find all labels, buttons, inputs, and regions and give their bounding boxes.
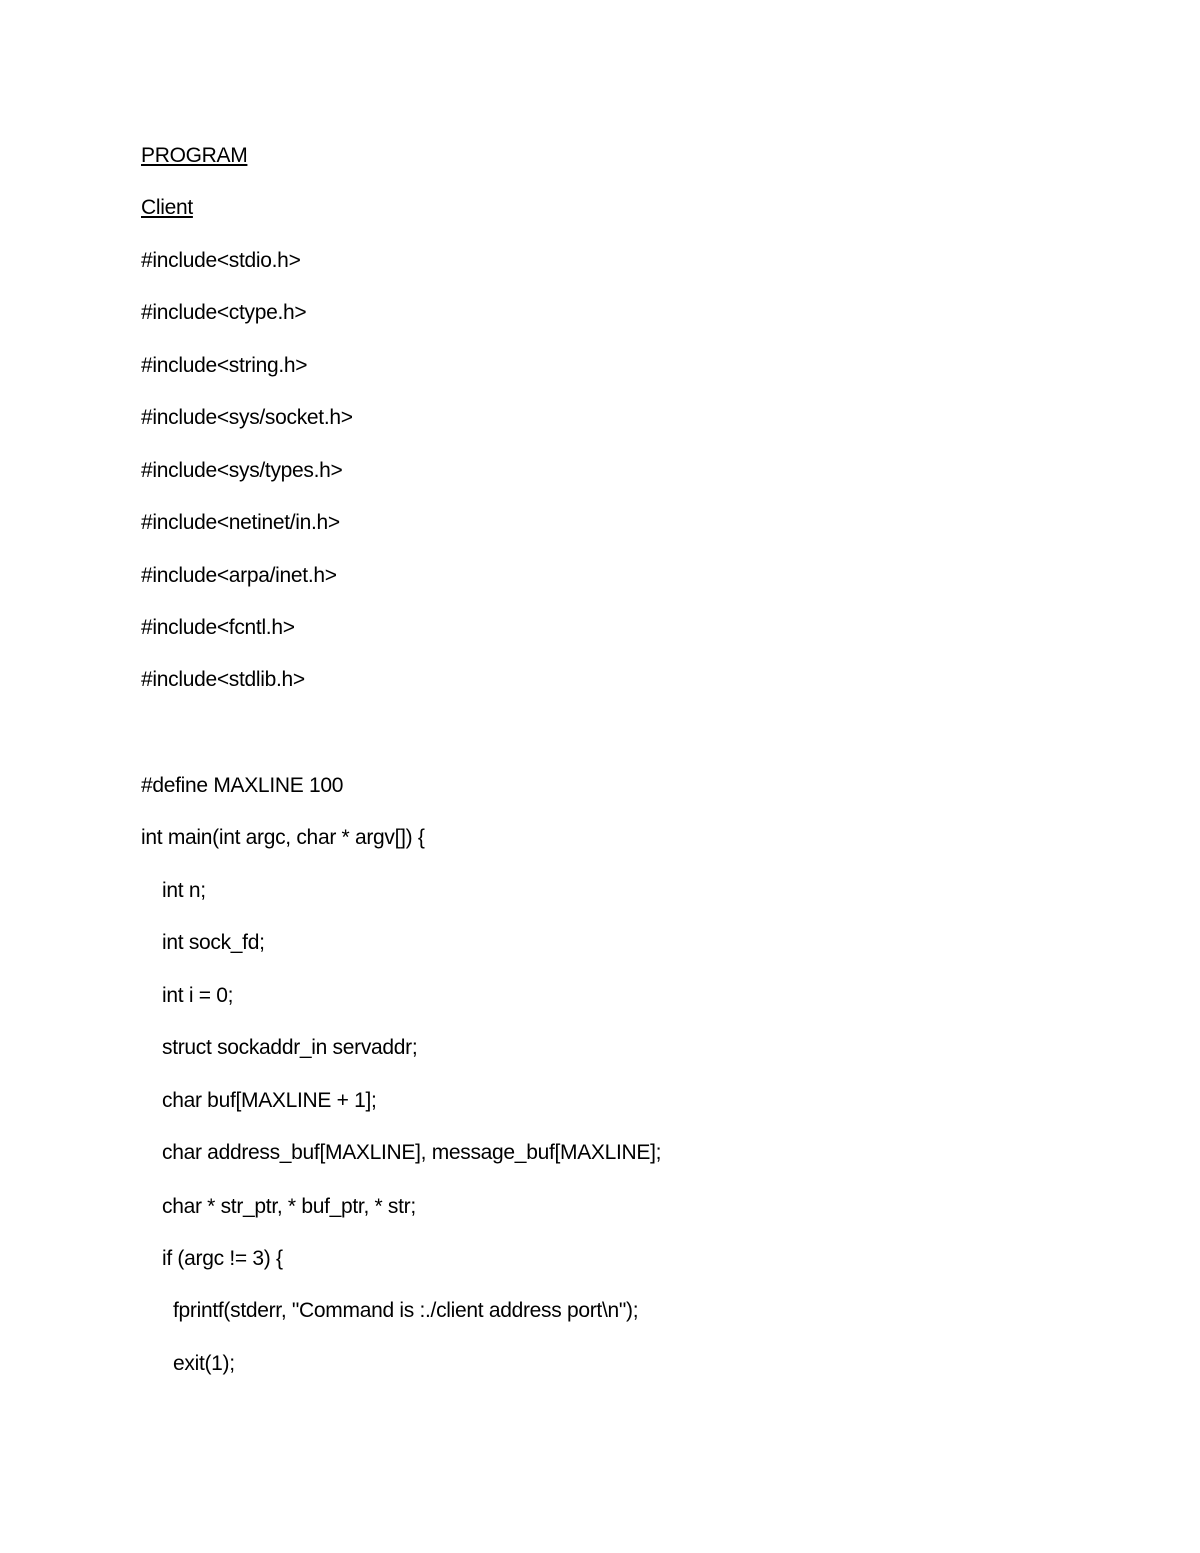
code-line: #include<sys/socket.h> [141,406,353,429]
code-line: #include<netinet/in.h> [141,511,340,534]
code-line: int i = 0; [162,984,234,1007]
client-subheading: Client [141,196,193,219]
code-line: #include<sys/types.h> [141,459,343,482]
code-line: char address_buf[MAXLINE], message_buf[MAXLINE]; [162,1141,662,1164]
code-line: #include<stdio.h> [141,249,301,272]
code-line: #include<arpa/inet.h> [141,564,337,587]
code-line: char * str_ptr, * buf_ptr, * str; [162,1195,416,1218]
code-line: #define MAXLINE 100 [141,774,344,797]
code-line: exit(1); [173,1352,235,1375]
program-heading: PROGRAM [141,144,248,167]
code-line: #include<ctype.h> [141,301,307,324]
code-line: int n; [162,879,206,902]
code-line: if (argc != 3) { [162,1247,283,1270]
code-line: fprintf(stderr, "Command is :./client address port\n"); [173,1299,639,1322]
code-line: int sock_fd; [162,931,265,954]
code-line: #include<fcntl.h> [141,616,295,639]
code-line: char buf[MAXLINE + 1]; [162,1089,377,1112]
code-line: #include<stdlib.h> [141,668,305,691]
code-line: int main(int argc, char * argv[]) { [141,826,425,849]
code-line: #include<string.h> [141,354,308,377]
code-line: struct sockaddr_in servaddr; [162,1036,418,1059]
